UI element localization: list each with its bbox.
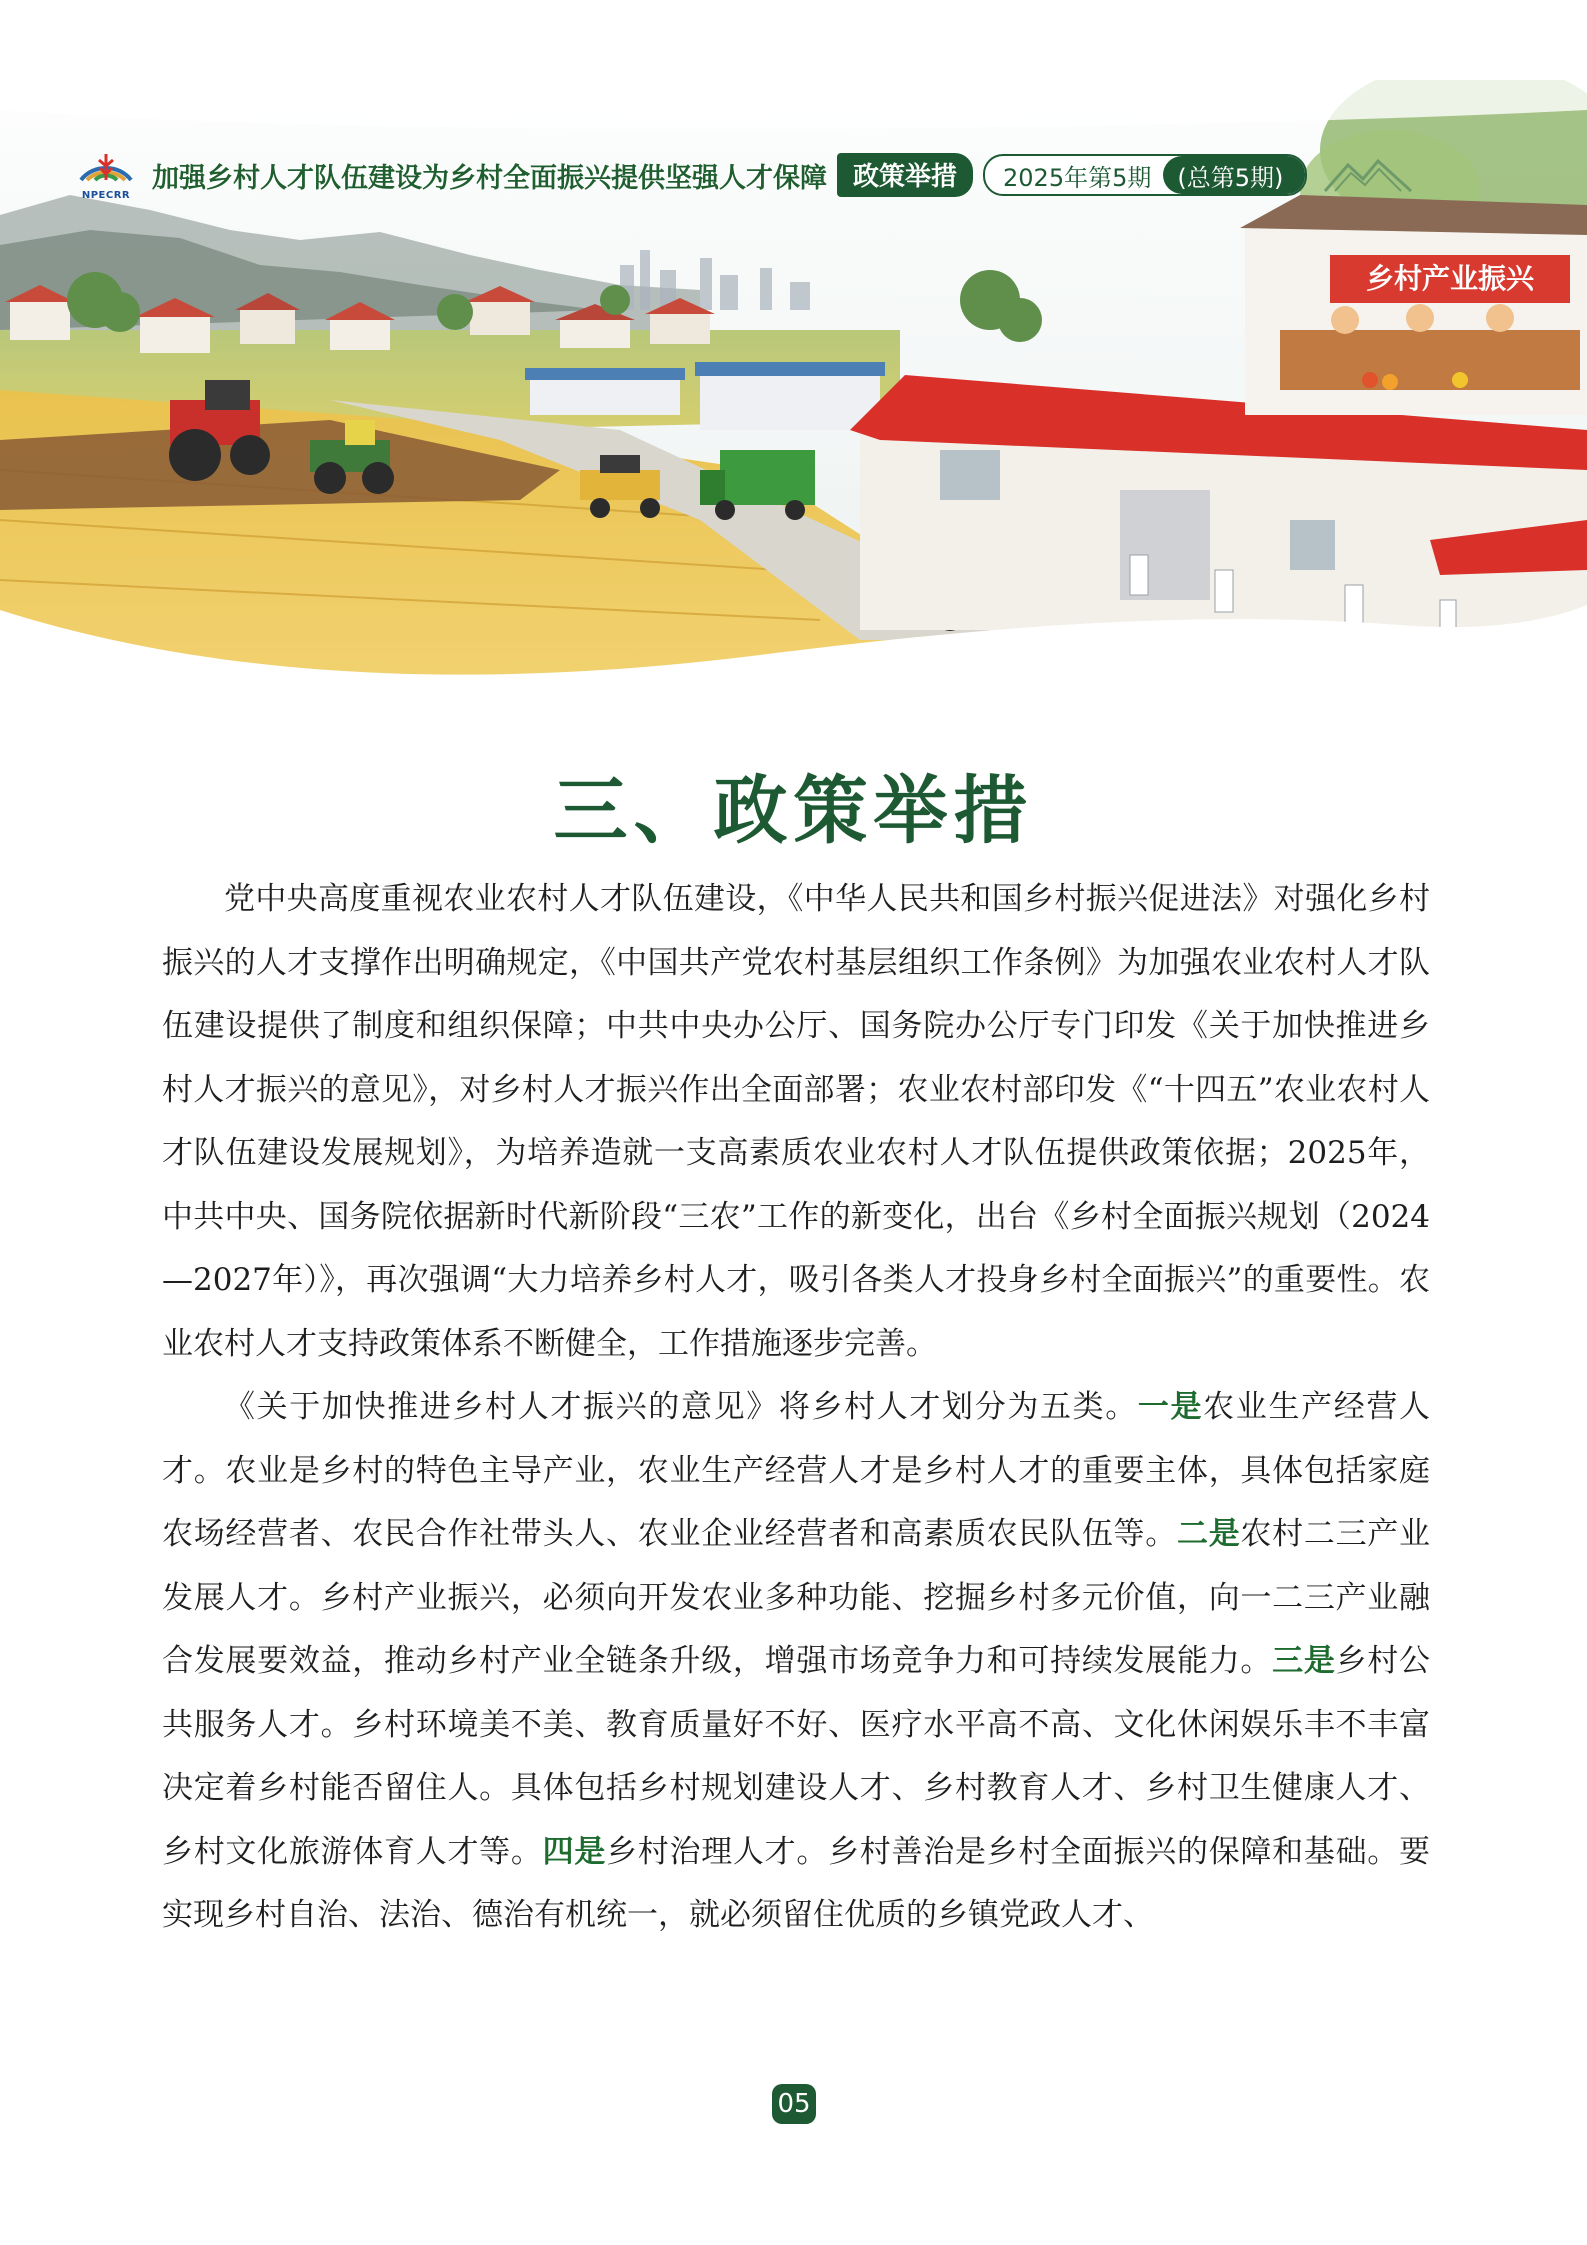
journal-title: 加强乡村人才队伍建设为乡村全面振兴提供坚强人才保障 (152, 162, 827, 194)
page-number: 05 (772, 2084, 816, 2124)
section-tag: 政策举措 (837, 153, 973, 197)
category-marker: 四是 (542, 1833, 607, 1870)
category-marker: 一是 (1137, 1389, 1204, 1425)
category-marker: 二是 (1176, 1516, 1241, 1552)
paragraph (162, 1376, 1430, 1948)
paragraph: 党中央高度重视农业农村人才队伍建设，《中华人民共和国乡村振兴促进法》对强化乡村振兴的人才支撑作出明确规定，《中国共产党农村基层组织工作条例》为加强农业农村人才队伍建设提供了制度和组织保障；中共中央办公厅、国务院办公厅专门印发《关于加快推进乡村人才振兴的意见》，对乡村人才振兴作出全面部署；农业农村部印发《“十四五”农业农村人才队伍建设发展规划》，为培养造就一支高素质农业农村人才队伍提供政策依据；2025年，中共中央、国务院依据新时代新阶段“三农”工作的新变化，出台《乡村全面振兴规划（2024—2027年）》，再次强调“大力培养乡村人才，吸引各类人才投身乡村全面振兴”的重要性。农业农村人才支持政策体系不断健全，工作措施逐步完善。 (162, 881, 1430, 1362)
paragraph-text: 《关于加快推进乡村人才振兴的意见》将乡村人才划分为五类。 (224, 1389, 1138, 1425)
issue-badge (983, 154, 1307, 196)
village-shop (1240, 195, 1587, 415)
paragraph-text: 乡村治理人才。乡村善治是乡村全面振兴的保障和基础。要实现乡村自治、法治、德治有机统一，就必须留住优质的乡镇党政人才、 (162, 1833, 1431, 1933)
npecrr-logo (70, 145, 142, 205)
logo-text: NPECRR (81, 189, 131, 201)
issue-total: (总第5期) (1163, 156, 1305, 194)
paragraph-text: 乡村公共服务人才。乡村环境美不美、教育质量好不好、医疗水平高不高、文化休闲娱乐丰不丰富决定着乡村能否留住人。具体包括乡村规划建设人才、乡村教育人才、乡村卫生健康人才、乡村文化旅游体育人才等。 (162, 1643, 1430, 1870)
paragraph-text: 农业生产经营人才。农业是乡村的特色主导产业，农业生产经营人才是乡村人才的重要主体，具体包括家庭农场经营者、农民合作社带头人、农业企业经营者和高素质农民队伍等。 (162, 1389, 1431, 1552)
paragraph-text: 农村二三产业发展人才。乡村产业振兴，必须向开发农业多种功能、挖掘乡村多元价值，向一二三产业融合发展要效益，推动乡村产业全链条升级，增强市场竞争力和可持续发展能力。 (162, 1516, 1431, 1679)
shop-sign-text: 乡村产业振兴 (1365, 262, 1535, 295)
issue-number: 2025年第5期 (1003, 163, 1152, 192)
article-body (162, 868, 1430, 1948)
header-bar (70, 148, 1413, 202)
category-marker: 三是 (1272, 1643, 1336, 1679)
mountain-icon (1323, 155, 1413, 195)
hero-illustration (0, 0, 1587, 700)
page-title: 三、政策举措 (553, 768, 1034, 854)
